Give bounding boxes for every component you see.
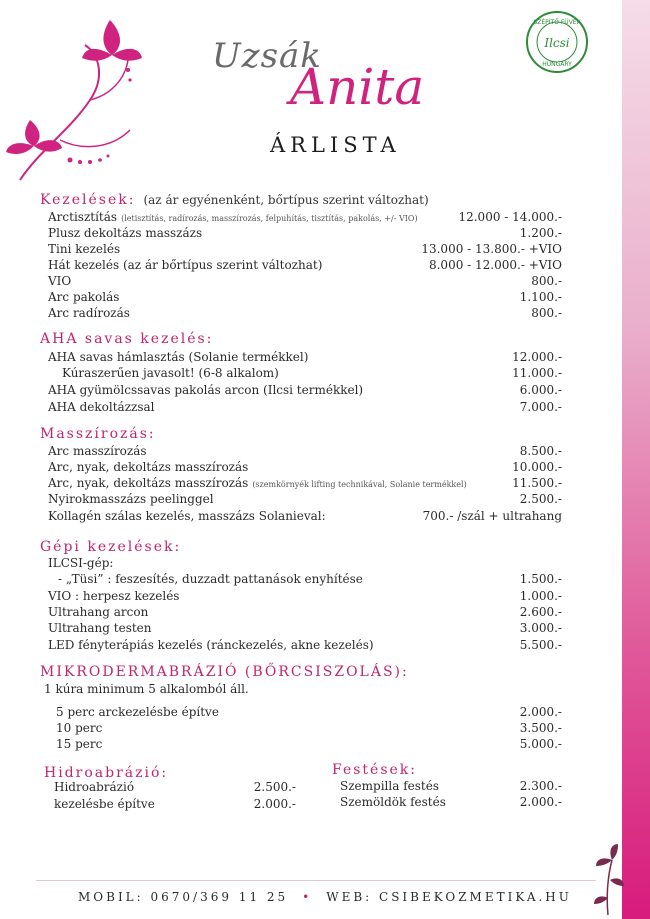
item-label: Arc, nyak, dekoltázs masszírozás (48, 476, 249, 490)
seal-top-text: SZÉPÍTŐ FÜVEK (533, 19, 581, 26)
price-row (48, 621, 562, 637)
item-detail: (szemkörnyék lifting technikával, Solanie termékkel) (252, 480, 467, 489)
price-row (56, 737, 562, 753)
brand-last-name: Anita (290, 58, 425, 116)
footer-contact (78, 890, 572, 904)
section-title-gepi: Gépi kezelések: (40, 539, 182, 555)
price-row (54, 797, 296, 813)
item-price: 11.500.- (512, 476, 562, 490)
section-title-aha: AHA savas kezelés: (40, 331, 214, 347)
item-price: 6.000.- (519, 383, 562, 397)
item-price: 7.000.- (519, 400, 562, 414)
price-row (48, 290, 562, 306)
price-row (48, 383, 562, 399)
section-note: (az ár egyénenként, bőrtípus szerint változhat) (143, 193, 429, 207)
item-price: 5.500.- (519, 638, 562, 652)
price-row (48, 366, 562, 382)
price-row (54, 780, 296, 796)
item-price: 10.000.- (512, 460, 562, 474)
price-row (340, 779, 562, 795)
item-price: 1.000.- (519, 589, 562, 603)
item-label: VIO (48, 274, 72, 288)
item-price: 1.500.- (519, 572, 562, 586)
item-label: 5 perc arckezelésbe építve (56, 705, 219, 719)
seal-bottom-text: HUNGARY (542, 61, 572, 68)
price-row (340, 795, 562, 811)
item-price: 2.600.- (519, 605, 562, 619)
item-label: 10 perc (56, 721, 103, 735)
price-row (48, 556, 562, 572)
item-price: 2.300.- (519, 779, 562, 793)
mikro-intro: 1 kúra minimum 5 alkalomból áll. (44, 682, 249, 696)
item-label: Kollagén szálas kezelés, masszázs Solanieval: (48, 509, 326, 523)
ilcsi-seal-logo (525, 10, 589, 74)
price-row (48, 242, 562, 258)
item-label: Arc masszírozás (48, 444, 147, 458)
item-price: 12.000.- (512, 350, 562, 364)
page-title: ÁRLISTA (270, 133, 401, 157)
price-row (48, 226, 562, 242)
item-label: Szempilla festés (340, 779, 439, 793)
item-price: 11.000.- (512, 366, 562, 380)
footer-mobile: MOBIL: 0670/369 11 25 (78, 890, 289, 904)
item-price: 800.- (531, 306, 562, 320)
item-label: AHA savas hámlasztás (Solanie termékkel) (48, 350, 309, 364)
price-row (48, 460, 562, 476)
item-label: AHA dekoltázzsal (48, 400, 155, 414)
item-label: Plusz dekoltázs masszázs (48, 226, 203, 240)
price-row (48, 476, 562, 492)
item-price: 5.000.- (519, 737, 562, 751)
item-label: 15 perc (56, 737, 103, 751)
item-label: LED fényterápiás kezelés (ránckezelés, akne kezelés) (48, 638, 374, 652)
item-price: 12.000 - 14.000.- (458, 210, 562, 224)
item-price: 8.500.- (519, 444, 562, 458)
item-label: Hát kezelés (az ár bőrtípus szerint változhat) (48, 258, 323, 272)
seal-mid-text: Ilcsi (544, 36, 570, 50)
item-price: 1.200.- (519, 226, 562, 240)
item-label: ILCSI-gép: (48, 556, 114, 570)
item-price: 700.- /szál + ultrahang (422, 509, 562, 523)
price-row (48, 444, 562, 460)
price-row (48, 492, 562, 508)
item-price: 800.- (531, 274, 562, 288)
item-label: AHA gyümölcssavas pakolás arcon (Ilcsi termékkel) (48, 383, 364, 397)
item-label: Nyirokmasszázs peelinggel (48, 492, 214, 506)
item-label: Ultrahang arcon (48, 605, 149, 619)
section-title-masszirozas: Masszírozás: (40, 426, 156, 442)
item-label: Hidroabrázió (54, 780, 135, 794)
item-detail: (letisztítás, radírozás, masszírozás, felpuhítás, tisztítás, pakolás, +/- VIO) (121, 214, 418, 223)
price-row (48, 258, 562, 274)
item-label: Arc, nyak, dekoltázs masszírozás (48, 460, 249, 474)
section-title-mikro: MIKRODERMABRÁZIÓ (BŐRCSISZOLÁS): (40, 664, 409, 680)
item-label: Ultrahang testen (48, 621, 152, 635)
item-label: Arc pakolás (48, 290, 120, 304)
item-label: VIO : herpesz kezelés (48, 589, 180, 603)
price-row (56, 705, 562, 721)
price-row (48, 589, 562, 605)
price-row (48, 572, 562, 588)
price-row (48, 306, 562, 322)
price-row (48, 274, 562, 290)
item-label: Arc radírozás (48, 306, 130, 320)
item-label: Szemöldök festés (340, 795, 446, 809)
item-price: 2.000.- (253, 797, 296, 811)
item-price: 13.000 - 13.800.- +VIO (421, 242, 562, 256)
flower-ornament-icon (0, 0, 160, 200)
item-label: Kúraszerűen javasolt! (6-8 alkalom) (62, 366, 279, 380)
item-price: 3.500.- (519, 721, 562, 735)
item-price: 2.500.- (519, 492, 562, 506)
price-row (48, 400, 562, 416)
item-label: Tini kezelés (48, 242, 121, 256)
item-price: 2.500.- (253, 780, 296, 794)
price-row (48, 210, 562, 226)
footer-separator: • (302, 890, 313, 904)
price-row (48, 605, 562, 621)
brand-first-name: Uzsák (212, 36, 322, 76)
section-title-kezelesek (40, 192, 429, 208)
price-row (48, 638, 562, 654)
section-title-festesek: Festések: (332, 762, 417, 778)
item-label: kezelésbe építve (54, 797, 155, 811)
footer-web[interactable]: WEB: CSIBEKOZMETIKA.HU (326, 890, 572, 904)
item-label: Arctisztítás (48, 210, 118, 224)
item-label: - „Tüsi” : feszesítés, duzzadt pattanások enyhítése (58, 572, 363, 586)
item-price: 3.000.- (519, 621, 562, 635)
pink-side-bar (622, 0, 650, 919)
item-price: 2.000.- (519, 705, 562, 719)
price-row (48, 509, 562, 525)
item-price: 8.000 - 12.000.- +VIO (428, 258, 562, 272)
section-title-text: Kezelések: (40, 192, 136, 208)
footer-divider (36, 880, 596, 881)
item-price: 2.000.- (519, 795, 562, 809)
price-row (48, 350, 562, 366)
price-row (56, 721, 562, 737)
section-title-hidro: Hidroabrázió: (44, 765, 169, 781)
item-price: 1.100.- (519, 290, 562, 304)
